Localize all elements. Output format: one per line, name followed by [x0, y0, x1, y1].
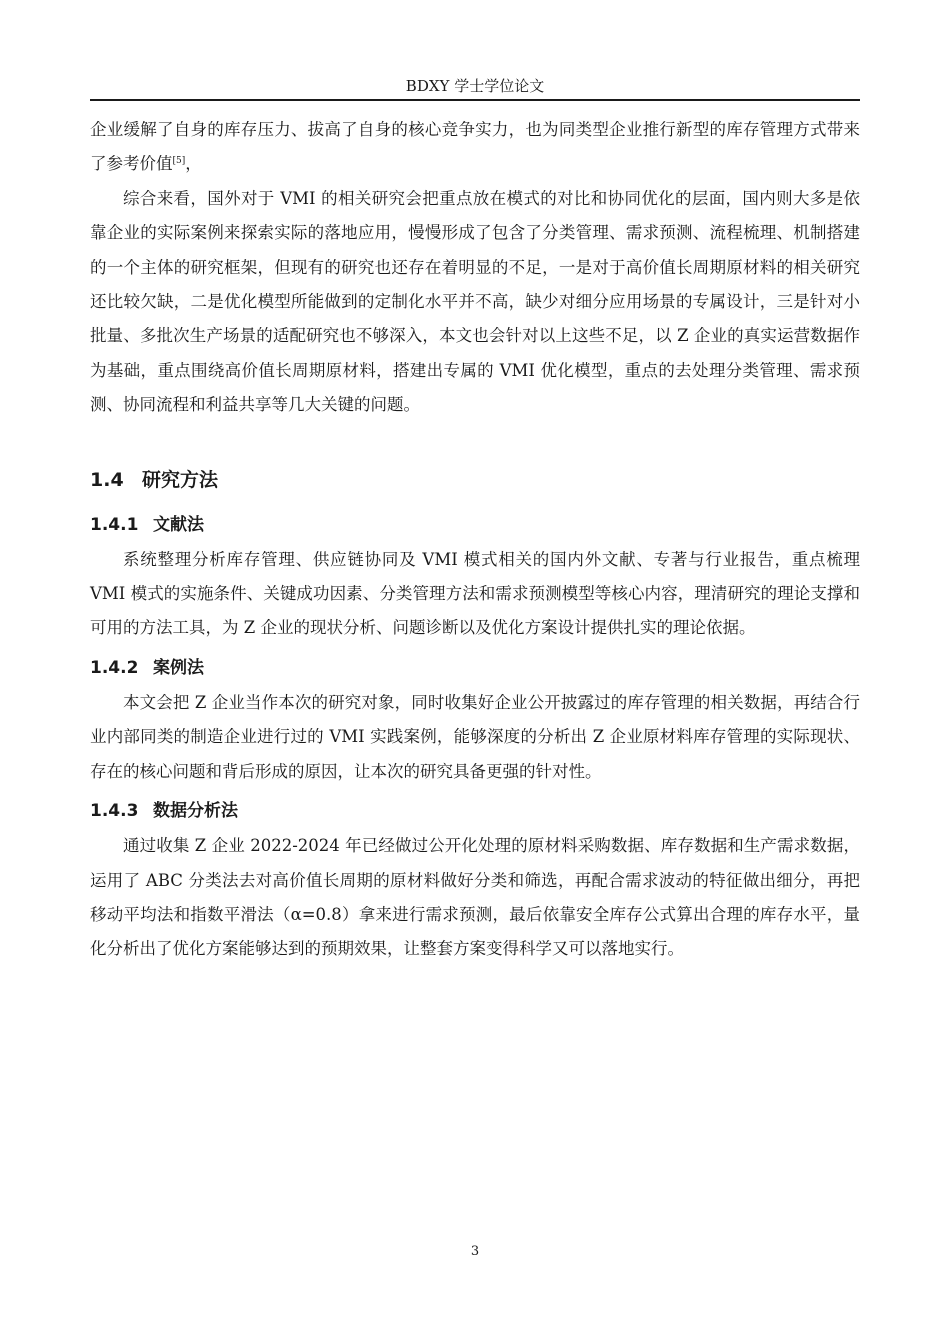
subsection-paragraph-1: 系统整理分析库存管理、供应链协同及 VMI 模式相关的国内外文献、专著与行业报告，重点梳理 VMI 模式的实施条件、关键成功因素、分类管理方法和需求预测模型等核心内容，理清研究的理论支撑和可用的方法工具，为 Z 企业的现状分析、问题诊断以及优化方案设计提供扎实的理论依据。	[90, 549, 860, 638]
intro-paragraph-1-text: 企业缓解了自身的库存压力、拔高了自身的核心竞争实力，也为同类型企业推行新型的库存管理方式带来了参考价值	[90, 120, 860, 174]
subsection-number: 1.4.1	[90, 514, 139, 535]
subsection-heading-1	[90, 511, 860, 539]
subsection-heading-2	[90, 654, 860, 682]
page-number: 3	[470, 1244, 480, 1259]
page-header: BDXY 学士学位论文	[405, 77, 545, 95]
intro-paragraph-1	[90, 113, 860, 182]
section-heading	[90, 466, 860, 494]
subsection-paragraph-2: 本文会把 Z 企业当作本次的研究对象，同时收集好企业公开披露过的库存管理的相关数据，再结合行业内部同类的制造企业进行过的 VMI 实践案例，能够深度的分析出 Z 企业原材料库存管理的实际现状、存在的核心问题和背后形成的原因，让本次的研究具备更强的针对性。	[90, 692, 860, 781]
subsection-title: 数据分析法	[153, 801, 238, 822]
section-title: 研究方法	[142, 468, 219, 491]
document-body	[90, 113, 860, 967]
header-divider	[90, 99, 860, 101]
subsection-paragraph-3: 通过收集 Z 企业 2022-2024 年已经做过公开化处理的原材料采购数据、库存数据和生产需求数据，运用了 ABC 分类法去对高价值长周期的原材料做好分类和筛选，再配合需求波动的特征做出细分，再把移动平均法和指数平滑法（α=0.8）拿来进行需求预测，最后依靠安全库存公式算出合理的库存水平，量化分析出了优化方案能够达到的预期效果，让整套方案变得科学又可以落地实行。	[90, 836, 860, 959]
subsection-heading-3	[90, 797, 860, 825]
intro-paragraph-2: 综合来看，国外对于 VMI 的相关研究会把重点放在模式的对比和协同优化的层面，国内则大多是依靠企业的实际案例来探索实际的落地应用，慢慢形成了包含了分类管理、需求预测、流程梳理、机制搭建的一个主体的研究框架，但现有的研究也还存在着明显的不足，一是对于高价值长周期原材料的相关研究还比较欠缺，二是优化模型所能做到的定制化水平并不高，缺少对细分应用场景的专属设计，三是针对小批量、多批次生产场景的适配研究也不够深入，本文也会针对以上这些不足，以 Z 企业的真实运营数据作为基础，重点围绕高价值长周期原材料，搭建出专属的 VMI 优化模型，重点的去处理分类管理、需求预测、协同流程和利益共享等几大关键的问题。	[90, 188, 860, 415]
subsection-title: 文献法	[153, 514, 204, 535]
intro-paragraph-1-tail: ，	[185, 154, 202, 174]
subsection-number: 1.4.2	[90, 657, 139, 678]
subsection-number: 1.4.3	[90, 801, 139, 822]
citation-ref: [5]	[172, 156, 186, 167]
subsection-title: 案例法	[153, 657, 204, 678]
section-number: 1.4	[90, 468, 124, 491]
